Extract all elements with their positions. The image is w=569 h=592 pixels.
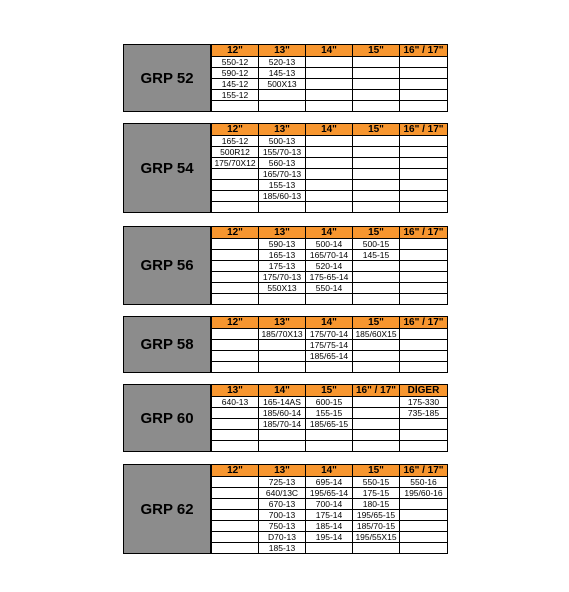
size-cell: 500-15 [353,239,400,250]
column-header: 14" [306,227,353,239]
table-row [212,543,448,554]
size-cell: 155-12 [212,90,259,101]
column-header: 14" [306,317,353,329]
size-cell [259,441,306,452]
column-header: 15" [353,317,400,329]
table-row [212,180,448,191]
size-cell: 185/60-14 [259,408,306,419]
table-row [212,261,448,272]
size-cell [212,532,259,543]
column-header: 16" / 17" [353,385,400,397]
size-cell: 175/70-14 [306,329,353,340]
group-label: GRP 54 [123,123,211,213]
table-row [212,477,448,488]
size-cell: 165-13 [259,250,306,261]
header-row [212,45,448,57]
column-header: 16" / 17" [400,45,448,57]
size-cell: 500-13 [259,136,306,147]
size-cell [306,543,353,554]
size-cell [400,90,448,101]
size-cell [400,351,448,362]
size-table [211,226,448,305]
size-cell: 165/70-13 [259,169,306,180]
group-label: GRP 62 [123,464,211,554]
size-cell: 640/13C [259,488,306,499]
size-cell [212,543,259,554]
size-cell [353,283,400,294]
group-label: GRP 58 [123,316,211,373]
table-row [212,136,448,147]
table-row [212,294,448,305]
column-header: 15" [353,227,400,239]
table-row [212,90,448,101]
size-cell [259,340,306,351]
size-table [211,44,448,112]
size-cell [400,57,448,68]
column-header: 14" [259,385,306,397]
size-cell [212,351,259,362]
column-header: 14" [306,124,353,136]
table-row [212,101,448,112]
size-cell [212,441,259,452]
size-cell: 175/70-13 [259,272,306,283]
size-cell [353,169,400,180]
column-header: 13" [259,465,306,477]
size-cell [353,340,400,351]
table-row [212,441,448,452]
table-row [212,499,448,510]
size-cell [212,430,259,441]
size-cell: 155-13 [259,180,306,191]
size-cell: 700-14 [306,499,353,510]
size-cell: 725-13 [259,477,306,488]
header-row [212,124,448,136]
size-cell: 175-330 [400,397,448,408]
table-row [212,169,448,180]
table-row [212,272,448,283]
group-label: GRP 60 [123,384,211,452]
column-header: 15" [353,124,400,136]
size-cell [259,90,306,101]
size-cell [353,543,400,554]
table-row [212,68,448,79]
size-cell [400,430,448,441]
table-row [212,202,448,213]
size-table [211,123,448,213]
column-header: 15" [353,465,400,477]
size-cell [259,101,306,112]
size-cell [306,202,353,213]
column-header: 16" / 17" [400,227,448,239]
size-cell [306,169,353,180]
size-cell: 500R12 [212,147,259,158]
size-cell [400,362,448,373]
column-header: 16" / 17" [400,317,448,329]
size-cell: 145-15 [353,250,400,261]
size-cell: 550X13 [259,283,306,294]
size-cell [212,239,259,250]
column-header: 13" [259,45,306,57]
size-cell [353,408,400,419]
size-cell [306,79,353,90]
size-cell: 500-14 [306,239,353,250]
size-cell [212,294,259,305]
size-cell [353,362,400,373]
size-cell [400,136,448,147]
size-cell [306,180,353,191]
size-cell [353,441,400,452]
size-cell: 175-65-14 [306,272,353,283]
size-cell: 165-12 [212,136,259,147]
size-cell [353,57,400,68]
size-cell: 185/60X15 [353,329,400,340]
size-cell [306,441,353,452]
size-cell [212,510,259,521]
size-cell [400,261,448,272]
size-cell: 500X13 [259,79,306,90]
size-cell: 175-15 [353,488,400,499]
table-row [212,532,448,543]
size-cell: 165-14AS [259,397,306,408]
size-cell: 670-13 [259,499,306,510]
size-cell: 520-14 [306,261,353,272]
header-row [212,385,448,397]
size-cell: 185/65-14 [306,351,353,362]
size-cell [212,362,259,373]
size-cell [353,101,400,112]
size-cell [212,521,259,532]
size-cell [353,158,400,169]
size-cell: 185/70-15 [353,521,400,532]
size-cell [212,169,259,180]
size-cell: 195/65-14 [306,488,353,499]
size-cell [400,191,448,202]
size-cell: 175-13 [259,261,306,272]
size-cell [259,362,306,373]
size-cell [400,272,448,283]
size-cell [353,294,400,305]
group-label: GRP 56 [123,226,211,305]
size-cell: 195-14 [306,532,353,543]
size-cell [212,499,259,510]
size-cell [212,283,259,294]
column-header: DİGER [400,385,448,397]
size-cell [212,101,259,112]
size-table [211,384,448,452]
size-cell [212,202,259,213]
size-cell: 195/65-15 [353,510,400,521]
size-cell: 175/75-14 [306,340,353,351]
size-cell [306,68,353,79]
size-cell [400,543,448,554]
size-cell [400,147,448,158]
size-cell [353,430,400,441]
column-header: 12" [212,317,259,329]
size-cell [353,68,400,79]
size-cell [353,272,400,283]
table-row [212,351,448,362]
table-row [212,430,448,441]
table-row [212,419,448,430]
column-header: 15" [353,45,400,57]
size-cell [212,340,259,351]
header-row [212,465,448,477]
size-cell [212,180,259,191]
size-cell: 175/70X12 [212,158,259,169]
size-cell: 735-185 [400,408,448,419]
size-cell [306,430,353,441]
table-row [212,408,448,419]
size-cell [353,90,400,101]
column-header: 14" [306,465,353,477]
table-row [212,488,448,499]
size-cell: 520-13 [259,57,306,68]
size-cell: 600-15 [306,397,353,408]
column-header: 13" [259,317,306,329]
size-cell [259,351,306,362]
size-cell [400,250,448,261]
size-cell [400,158,448,169]
table-row [212,158,448,169]
size-cell: 590-12 [212,68,259,79]
size-cell [400,239,448,250]
size-table [211,316,448,373]
column-header: 12" [212,45,259,57]
size-cell [353,351,400,362]
size-cell: 185/65-15 [306,419,353,430]
table-row [212,283,448,294]
size-cell [212,419,259,430]
size-cell: 195/55X15 [353,532,400,543]
size-cell: 185/70-14 [259,419,306,430]
group-label: GRP 52 [123,44,211,112]
size-cell [353,136,400,147]
table-row [212,521,448,532]
column-header: 16" / 17" [400,124,448,136]
header-row [212,227,448,239]
size-cell [400,68,448,79]
table-row [212,57,448,68]
size-cell [400,340,448,351]
size-cell [212,272,259,283]
size-cell [400,283,448,294]
size-cell [353,397,400,408]
size-cell [306,57,353,68]
size-cell [212,261,259,272]
size-cell [212,408,259,419]
size-cell [400,510,448,521]
size-cell [212,488,259,499]
size-cell: 550-12 [212,57,259,68]
size-cell: D70-13 [259,532,306,543]
size-cell [400,169,448,180]
table-row [212,147,448,158]
size-table [211,464,448,554]
size-cell [353,147,400,158]
size-cell: 155/70-13 [259,147,306,158]
size-cell: 750-13 [259,521,306,532]
size-cell [400,329,448,340]
size-cell: 185/60-13 [259,191,306,202]
size-cell [212,329,259,340]
column-header: 16" / 17" [400,465,448,477]
size-cell [400,419,448,430]
table-row [212,397,448,408]
column-header: 15" [306,385,353,397]
size-cell [212,191,259,202]
size-cell: 185-13 [259,543,306,554]
size-cell: 550-16 [400,477,448,488]
size-cell: 145-13 [259,68,306,79]
column-header: 13" [259,124,306,136]
size-cell [212,250,259,261]
size-cell: 180-15 [353,499,400,510]
size-cell [400,180,448,191]
size-cell [306,136,353,147]
size-cell [400,101,448,112]
size-cell [353,191,400,202]
size-cell [259,202,306,213]
size-cell: 185-14 [306,521,353,532]
table-row [212,362,448,373]
table-row [212,239,448,250]
table-row [212,250,448,261]
size-cell: 195/60-16 [400,488,448,499]
table-row [212,79,448,90]
column-header: 14" [306,45,353,57]
size-cell [306,294,353,305]
column-header: 13" [212,385,259,397]
size-cell [306,101,353,112]
table-row [212,191,448,202]
size-cell [353,202,400,213]
column-header: 13" [259,227,306,239]
column-header: 12" [212,124,259,136]
size-cell [400,521,448,532]
table-row [212,340,448,351]
size-cell [400,441,448,452]
size-cell: 175-14 [306,510,353,521]
size-cell [353,79,400,90]
size-cell: 155-15 [306,408,353,419]
size-cell: 185/70X13 [259,329,306,340]
size-cell: 560-13 [259,158,306,169]
table-row [212,510,448,521]
size-cell [306,158,353,169]
size-cell: 165/70-14 [306,250,353,261]
size-cell [400,202,448,213]
size-cell [400,294,448,305]
column-header: 12" [212,465,259,477]
size-cell [400,532,448,543]
size-cell [353,419,400,430]
size-cell [306,90,353,101]
size-cell [353,261,400,272]
size-cell [212,477,259,488]
size-cell: 590-13 [259,239,306,250]
size-cell [259,294,306,305]
size-cell: 700-13 [259,510,306,521]
size-cell [306,147,353,158]
size-cell [306,191,353,202]
size-cell [400,79,448,90]
table-row [212,329,448,340]
size-cell [353,180,400,191]
size-cell: 550-15 [353,477,400,488]
size-cell [400,499,448,510]
size-cell: 145-12 [212,79,259,90]
size-cell: 695-14 [306,477,353,488]
size-cell: 550-14 [306,283,353,294]
header-row [212,317,448,329]
column-header: 12" [212,227,259,239]
size-cell [306,362,353,373]
size-cell [259,430,306,441]
size-cell: 640-13 [212,397,259,408]
